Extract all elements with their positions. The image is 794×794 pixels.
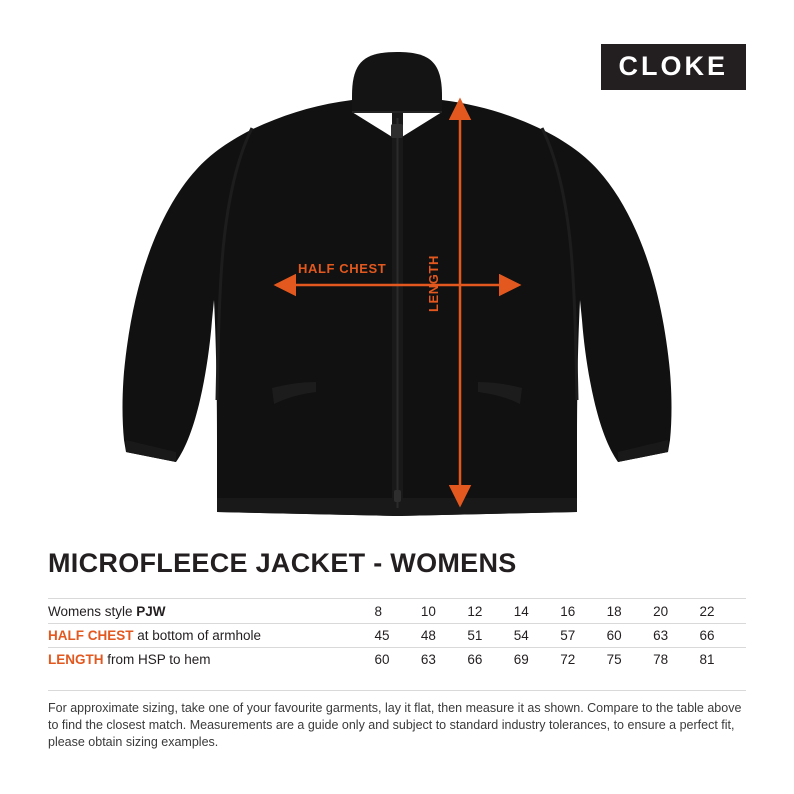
row-label (48, 624, 374, 648)
table-row (48, 648, 746, 672)
sizing-footnote: For approximate sizing, take one of your favourite garments, lay it flat, then measure it as shown. Compare to the table above to find the closest match. Measurements are a guide only and subject to standard industry tolerances, to ensure a perfect fit, please obtain sizing examples. (48, 701, 742, 749)
page-title: MICROFLEECE JACKET - WOMENS (48, 548, 517, 578)
table-row (48, 624, 746, 648)
row-label-note: at bottom of armhole (133, 628, 262, 643)
cell-value: 54 (514, 624, 560, 648)
cell-value: 8 (374, 600, 420, 624)
cell-value: 60 (607, 624, 653, 648)
row-label-text: Womens style (48, 604, 133, 619)
cell-value: 78 (653, 652, 669, 667)
table-row (48, 600, 746, 624)
cell-value: 81 (699, 652, 715, 667)
cell-value: 63 (653, 624, 699, 648)
row-label (48, 648, 374, 672)
row-label-text: LENGTH (48, 652, 104, 667)
cell-value: 45 (374, 624, 420, 648)
table-top-divider (48, 598, 746, 599)
cell-value: 48 (421, 624, 467, 648)
size-table (48, 600, 746, 671)
cell-value: 16 (560, 600, 606, 624)
cell-value: 18 (607, 600, 653, 624)
cell-value: 72 (560, 652, 576, 667)
cell-value: 10 (421, 600, 467, 624)
cell-value: 75 (606, 652, 622, 667)
cell-value: 66 (467, 652, 483, 667)
table-bottom-divider (48, 690, 746, 691)
cell-value: 12 (467, 600, 513, 624)
cell-value: 57 (560, 624, 606, 648)
row-label (48, 600, 374, 624)
cell-value: 69 (513, 652, 529, 667)
row-label-text: HALF CHEST (48, 628, 134, 643)
half-chest-label: HALF CHEST (298, 261, 387, 276)
cell-value: 20 (653, 600, 699, 624)
cell-value: 22 (700, 600, 746, 624)
row-label-code: PJW (136, 604, 166, 619)
cell-value: 66 (700, 624, 746, 648)
cell-value: 60 (374, 652, 390, 667)
cell-value: 14 (514, 600, 560, 624)
brand-logo-text: CLOKE (618, 51, 728, 81)
cell-value: 51 (467, 624, 513, 648)
row-label-note: from HSP to hem (103, 652, 211, 667)
length-label: LENGTH (426, 254, 441, 312)
cell-value: 63 (420, 652, 436, 667)
